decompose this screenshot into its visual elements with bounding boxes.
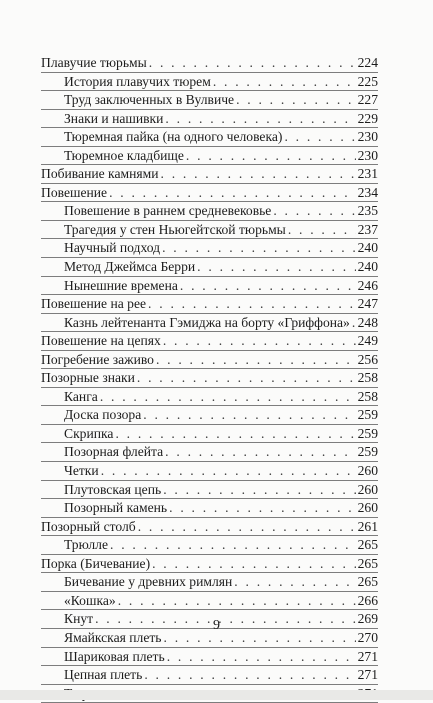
toc-subentry xyxy=(41,462,378,481)
toc-entry-title: Плавучие тюрьмы xyxy=(41,55,147,70)
toc-entry-page: 266 xyxy=(357,592,378,608)
toc-subentry xyxy=(41,666,378,685)
dot-leader xyxy=(186,147,356,166)
toc-entry-title: Погребение заживо xyxy=(41,351,154,367)
toc-subentry xyxy=(41,499,378,518)
dot-leader xyxy=(273,202,355,221)
dot-leader xyxy=(143,406,355,425)
toc-subentry xyxy=(41,258,378,277)
toc-entry-page: 265 xyxy=(357,537,378,553)
toc-entry-page: 237 xyxy=(357,221,378,237)
toc-entry-page: 260 xyxy=(357,481,378,497)
dot-leader xyxy=(169,499,355,518)
toc-subentry xyxy=(41,406,378,425)
toc-entry-page: 259 xyxy=(357,407,378,423)
dot-leader xyxy=(101,462,356,481)
toc-entry-title: Нынешние времена xyxy=(64,277,178,293)
toc-subentry xyxy=(41,573,378,592)
toc-subentry xyxy=(41,221,378,240)
toc-subentry xyxy=(41,110,378,129)
dot-leader xyxy=(284,128,355,147)
toc-entry-page: 249 xyxy=(357,333,378,349)
toc-entry-title: Скрипка xyxy=(64,425,114,441)
toc-entry xyxy=(41,332,378,351)
toc-entry xyxy=(41,295,378,314)
dot-leader xyxy=(110,536,356,555)
toc-entry-title: Знаки и нашивки xyxy=(64,110,164,126)
toc-subentry xyxy=(41,314,378,333)
toc-entry-title: «Кошка» xyxy=(64,592,116,608)
page-number: 9 xyxy=(213,618,220,633)
toc-entry-title: Тюремное кладбище xyxy=(64,147,184,163)
toc-entry-title: Повешение xyxy=(41,184,108,200)
toc-subentry xyxy=(41,91,378,110)
dot-leader xyxy=(138,518,356,537)
table-of-contents xyxy=(41,54,378,703)
toc-entry xyxy=(41,555,378,574)
dot-leader xyxy=(167,648,356,667)
toc-entry-title: История плавучих тюрем xyxy=(64,73,211,89)
toc-subentry xyxy=(41,277,378,296)
toc-entry-title: Канга xyxy=(64,388,98,404)
toc-entry-title: Трюлле xyxy=(64,537,109,553)
toc-entry-title: Шариковая плеть xyxy=(64,648,165,664)
toc-entry-title: Порка (Бичевание) xyxy=(41,555,151,571)
toc-entry-title: Трагедия у стен Ньюгейтской тюрьмы xyxy=(64,221,286,237)
toc-entry-title: Повешение на цепях xyxy=(41,333,161,349)
toc-entry-page: 265 xyxy=(357,555,378,571)
toc-entry xyxy=(41,518,378,537)
dot-leader xyxy=(197,258,355,277)
toc-entry-page: 224 xyxy=(357,55,378,70)
toc-subentry xyxy=(41,443,378,462)
toc-entry-page: 258 xyxy=(357,388,378,404)
toc-subentry xyxy=(41,128,378,147)
dot-leader xyxy=(109,184,356,203)
toc-entry-page: 265 xyxy=(357,574,378,590)
toc-subentry xyxy=(41,481,378,500)
page-edge xyxy=(0,690,433,700)
toc-entry-title: Труд заключенных в Вулвиче xyxy=(64,92,235,108)
dot-leader xyxy=(100,388,356,407)
toc-entry-page: 246 xyxy=(357,277,378,293)
toc-entry-page: 240 xyxy=(357,259,378,275)
dot-leader xyxy=(161,165,356,184)
toc-entry-page: 260 xyxy=(357,500,378,516)
toc-entry-page: 231 xyxy=(357,166,378,182)
toc-entry-title: Казнь лейтенанта Гэмиджа на борту «Гриффона» xyxy=(64,314,350,330)
toc-entry-title: Доска позора xyxy=(64,407,142,423)
dot-leader xyxy=(156,351,356,370)
toc-subentry xyxy=(41,239,378,258)
toc-subentry xyxy=(41,536,378,555)
toc-entry-title: Позорные знаки xyxy=(41,370,135,386)
toc-entry-page: 230 xyxy=(357,147,378,163)
dot-leader xyxy=(288,221,356,240)
toc-entry-title: Кнут xyxy=(64,611,94,627)
toc-entry-page: 260 xyxy=(357,463,378,479)
dot-leader xyxy=(236,91,356,110)
toc-entry xyxy=(41,54,378,73)
toc-entry-title: Побивание камнями xyxy=(41,166,159,182)
toc-entry-title: Цепная плеть xyxy=(64,667,143,683)
toc-subentry xyxy=(41,425,378,444)
toc-entry-title: Позорный столб xyxy=(41,518,136,534)
toc-entry-page: 269 xyxy=(357,611,378,627)
dot-leader xyxy=(148,295,356,314)
toc-entry xyxy=(41,184,378,203)
toc-entry-title: Позорная флейта xyxy=(64,444,164,460)
dot-leader xyxy=(137,369,356,388)
toc-entry-title: Научный подход xyxy=(64,240,161,256)
dot-leader xyxy=(165,443,355,462)
toc-entry-page: 240 xyxy=(357,240,378,256)
toc-subentry xyxy=(41,388,378,407)
dot-leader xyxy=(163,481,355,500)
toc-entry-page: 270 xyxy=(357,629,378,645)
toc-entry-page: 261 xyxy=(357,518,378,534)
toc-entry-page: 227 xyxy=(357,92,378,108)
dot-leader xyxy=(118,592,356,611)
toc-entry-title: Позорный камень xyxy=(64,500,168,516)
toc-entry-page: 235 xyxy=(357,203,378,219)
toc-entry xyxy=(41,351,378,370)
dot-leader xyxy=(163,332,356,351)
toc-subentry xyxy=(41,147,378,166)
dot-leader xyxy=(213,73,356,92)
toc-entry-title: Бичевание у древних римлян xyxy=(64,574,233,590)
toc-entry-title: Тюремная пайка (на одного человека) xyxy=(64,129,283,145)
toc-entry-page: 258 xyxy=(357,370,378,386)
dot-leader xyxy=(115,425,355,444)
toc-entry-title: Повешение в раннем средневековье xyxy=(64,203,272,219)
dot-leader xyxy=(144,666,355,685)
dot-leader xyxy=(162,239,356,258)
dot-leader xyxy=(352,314,356,333)
toc-entry-page: 259 xyxy=(357,444,378,460)
dot-leader xyxy=(180,277,356,296)
toc-subentry xyxy=(41,73,378,92)
toc-entry-page: 271 xyxy=(357,667,378,683)
toc-entry-page: 248 xyxy=(357,314,378,330)
toc-entry-page: 230 xyxy=(357,129,378,145)
dot-leader xyxy=(149,54,356,73)
dot-leader xyxy=(152,555,356,574)
toc-entry-page: 234 xyxy=(357,184,378,200)
toc-entry xyxy=(41,369,378,388)
toc-subentry xyxy=(41,202,378,221)
toc-entry-title: Повешение на рее xyxy=(41,296,147,312)
toc-entry-page: 247 xyxy=(357,296,378,312)
toc-entry-title: Ямайкская плеть xyxy=(64,629,162,645)
toc-subentry xyxy=(41,592,378,611)
toc-subentry xyxy=(41,648,378,667)
toc-entry-page: 229 xyxy=(357,110,378,126)
toc-entry-title: Четки xyxy=(64,463,99,479)
dot-leader xyxy=(234,573,355,592)
toc-entry-page: 259 xyxy=(357,425,378,441)
toc-entry-page: 271 xyxy=(357,648,378,664)
toc-entry-title: Плутовская цепь xyxy=(64,481,162,497)
dot-leader xyxy=(165,110,355,129)
toc-entry-title: Метод Джеймса Берри xyxy=(64,259,196,275)
toc-entry xyxy=(41,165,378,184)
toc-entry-page: 225 xyxy=(357,73,378,89)
toc-entry-page: 256 xyxy=(357,351,378,367)
